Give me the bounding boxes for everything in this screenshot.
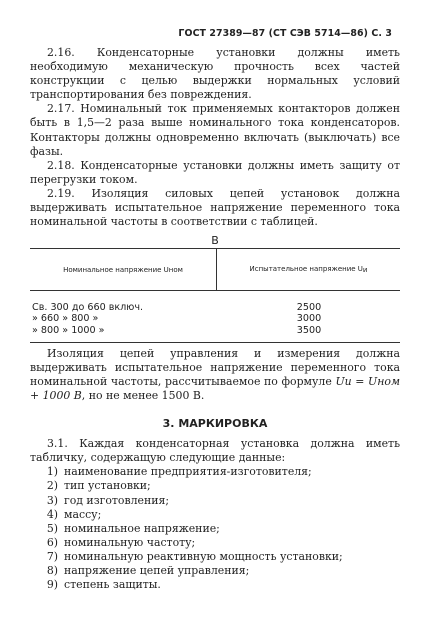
list-item: 3) год изготовления; — [46, 493, 170, 507]
col-test-voltage-values — [218, 302, 400, 336]
clause-3-1: 3.1. Каждая конденсаторная установка должна иметь табличку, содержащую следующие данные: — [30, 437, 400, 465]
formula: Uи = Uном + 1000 В — [30, 375, 400, 403]
table-cell-value: 3000 — [296, 313, 322, 325]
list-item: 2) тип установки; — [46, 479, 151, 493]
clause-2-16: 2.16. Конденсаторные установки должны иметь необходимую механическую прочность всех частей конструкции с целью выдержки нормальных условий транспортирования без повреждения. — [30, 46, 400, 102]
col-header-nominal-voltage: Номинальное напряжение U ном — [30, 249, 217, 290]
clause-2-18: 2.18. Конденсаторные установки должны иметь защиту от перегрузки током. — [30, 158, 400, 186]
list-item: 9) степень защиты. — [46, 578, 161, 592]
table-cell-range: » 800 » 1000 » — [32, 324, 105, 336]
list-item: 8) напряжение цепей управления; — [46, 564, 250, 578]
clause-2-19: 2.19. Изоляция силовых цепей установок должна выдерживать испытательное напряжение переменного тока номинальной частоты в соответствии с таблицей. — [30, 186, 400, 229]
clause-2-17: 2.17. Номинальный ток применяемых контакторов должен быть в 1,5—2 раза выше номинального тока конденсаторов. Контакторы должны одновременно включать (выключать) все фазы. — [30, 102, 400, 158]
table-cell-range: Св. 300 до 660 включ. — [32, 302, 144, 314]
col-nominal-voltage-values — [30, 302, 218, 336]
list-item: 1) наименование предприятия-изготовителя; — [46, 465, 312, 479]
voltage-table — [30, 248, 400, 343]
table-header — [30, 249, 400, 291]
list-item: 7) номинальную реактивную мощность установки; — [46, 549, 343, 563]
col-header-test-voltage: Испытательное напряжение Uи — [249, 265, 368, 275]
control-circuit-insulation: Изоляция цепей управления и измерения должна выдерживать испытательное напряжение переменного тока номинальной частоты, рассчитываемое по формуле Uи = Uном + 1000 В, но не менее 1500 В. — [30, 346, 400, 403]
page-content — [30, 46, 400, 592]
table-cell-value: 3500 — [296, 324, 322, 336]
table-cell-value: 2500 — [296, 302, 322, 314]
marking-list — [30, 465, 400, 592]
section-title: 3. МАРКИРОВКА — [162, 417, 268, 431]
list-item: 4) массу; — [46, 507, 102, 521]
table-cell-range: » 660 » 800 » — [32, 313, 99, 325]
running-head: ГОСТ 27389—87 (СТ СЭВ 5714—86) С. 3 — [178, 28, 392, 39]
list-item: 5) номинальное напряжение; — [46, 521, 220, 535]
table-label: В — [211, 234, 219, 248]
list-item: 6) номинальную частоту; — [46, 535, 196, 549]
table-body — [30, 291, 400, 342]
